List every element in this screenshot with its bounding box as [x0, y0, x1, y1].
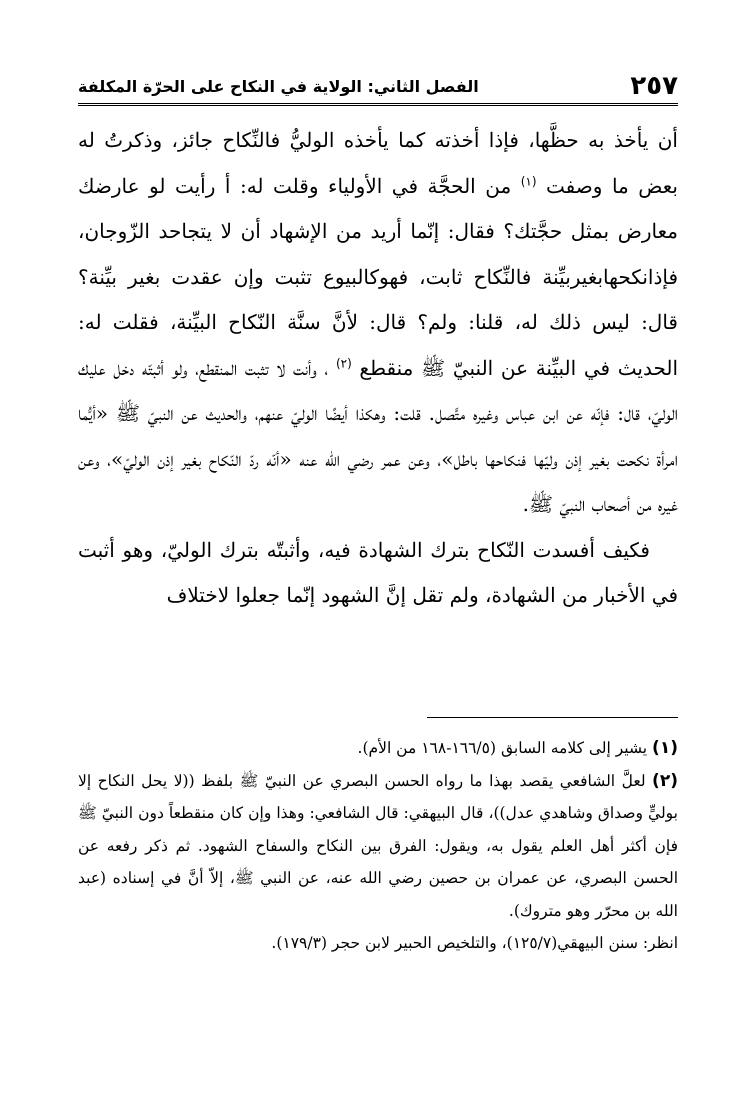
footnote-2	[78, 765, 678, 928]
footnote-reference-1: (١)	[520, 173, 537, 188]
footnote-separator	[427, 717, 678, 718]
footnote-text: لعلَّ الشافعي يقصد بهذا ما رواه الحسن البصري عن النبيّ ﷺ بلفظ ((لا يحل النكاح إلا بوليٍّ وصداق وشاهدي عدل))، قال البيهقي: قال الشافعي: وهذا وإن كان منقطعاً دون النبيّ ﷺ فإن أكثر أهل العلم يقول به، ويقول: الفرق بين النكاح والسفاح الشهود. ثم ذكر رفعه عن الحسن البصري، عن عمران بن حصين رضي الله عنه، عن النبي ﷺ، إلاّ أنَّ في إسناده (عبد الله بن محرّر وهو متروك).	[78, 771, 678, 920]
running-title: الفصل الثاني: الولاية في النكاح على الحرّة المكلفة	[78, 77, 479, 96]
footnote-mark: (٢)	[652, 770, 678, 791]
text-run: أن يأخذ به حظَّها، فإذا أخذته كما يأخذه الوليُّ فالنِّكاح جائز، وذكرتُ له بعض ما وصفت	[78, 128, 678, 198]
paragraph: فكيف أفسدت النّكاح بترك الشهادة فيه، وأثبتّه بترك الوليّ، وهو أثبت في الأخبار من الشهادة، ولم تقل إنَّ الشهود إنّما جعلوا لاختلاف	[78, 537, 678, 607]
text-run: ، وأنت لا تثبت المنقطع، ولو أثبتّه دخل عليك الوليّ، قال: فإنّه عن ابن عباس وغيره متَّصل. قلت: وهكذا أيضًا الوليّ عنهم، والحديث عن النبيّ ﷺ «أيُّما امرأة نكحت بغير إذن وليّها فنكاحها باطل»، وعن عمر رضي الله عنه «أنّه ردّ النّكاح بغير إذن الوليّ»، وعن غيره من أصحاب النبيّ ﷺ.	[78, 355, 678, 516]
text-run: من الحجَّة في الأولياء وقلت له: أ رأيت لو عارضك معارض بمثل حجَّتك؟ فقال: إنّما أريد من الإشهاد أن لا يتجاحد الزّوجان، فإذانكحهابغيربيِّنة فالنِّكاح ثابت، فهوكالبيوع تثبت وإن عقدت بغير بيِّنة؟ قال: ليس ذلك له، قلنا: ولم؟ قال: لأنَّ سنَّة النّكاح البيِّنة، فقلت له: الحديث في البيِّنة عن النبيّ ﷺ منقطع	[78, 173, 679, 380]
footnote-text: يشير إلى كلامه السابق (١٦٦/٥-١٦٨ من الأم).	[357, 739, 653, 757]
page-number: ٢٥٧	[630, 71, 678, 101]
page-header	[78, 72, 678, 106]
footnotes	[78, 732, 678, 960]
paragraph	[78, 118, 678, 528]
footnote-1	[78, 732, 678, 765]
main-text	[78, 118, 678, 619]
footnote-mark: (١)	[652, 738, 678, 758]
footnote-reference-2: (٢)	[335, 355, 352, 370]
footnote-source-note: انظر: سنن البيهقي(١٢٥/٧)، والتلخيص الحبير لابن حجر (١٧٩/٣).	[271, 934, 678, 952]
